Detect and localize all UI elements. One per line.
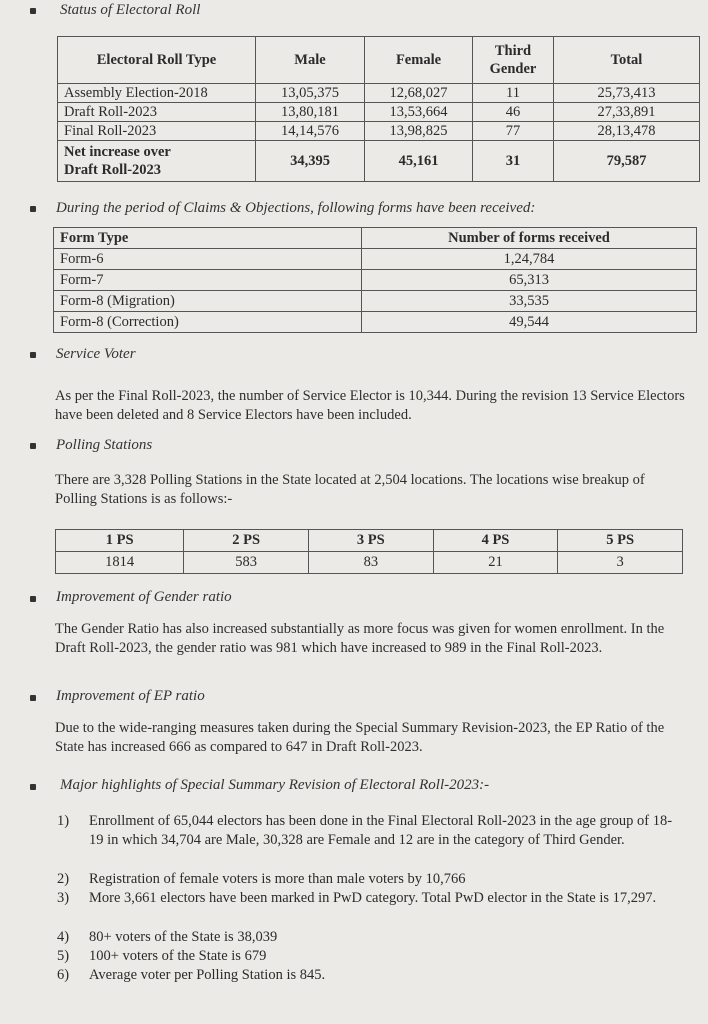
row-label: Form-7 [54,270,362,291]
list-text: 80+ voters of the State is 38,039 [89,929,278,945]
cell: 28,13,478 [554,122,700,141]
cell: 13,05,375 [256,84,365,103]
col-header: Total [554,37,700,84]
net-label [58,141,256,182]
list-number: 4) [57,929,70,945]
ep-text: Due to the wide-ranging measures taken during the Special Summary Revision-2023, the EP Ratio of the State has increased 666 as compared to 647 in Draft Roll-2023. [55,720,665,755]
cell: 3 [558,552,683,574]
ep-heading: Improvement of EP ratio [56,688,205,704]
cell: 49,544 [362,312,697,333]
cell: 79,587 [554,141,700,182]
cell: 1,24,784 [362,249,697,270]
cell: 14,14,576 [256,122,365,141]
cell: 33,535 [362,291,697,312]
cell: 11 [473,84,554,103]
row-label: Assembly Election-2018 [58,84,256,103]
cell: 27,33,891 [554,103,700,122]
list-text: Enrollment of 65,044 electors has been done in the Final Electoral Roll-2023 in the age group of 18-19 in which 34,704 are Male, 30,328 are Female and 12 are in the category of Third Gender. [89,813,673,848]
col-header: 2 PS [184,530,309,552]
row-label: Form-8 (Migration) [54,291,362,312]
bullet [30,596,36,602]
table-row [54,249,697,270]
col-header: Form Type [54,228,362,249]
cell: 83 [308,552,433,574]
bullet [30,206,36,212]
bullet [30,784,36,790]
net-label-line: Draft Roll-2023 [64,162,162,178]
gender-text: The Gender Ratio has also increased substantially as more focus was given for women enrollment. In the Draft Roll-2023, the gender ratio was 981 which have increased to 989 in the Final Roll-2023. [55,621,665,656]
polling-heading: Polling Stations [56,437,153,453]
table-row [56,552,683,574]
ps-table [55,529,683,574]
bullet [30,352,36,358]
cell: 25,73,413 [554,84,700,103]
cell: 1814 [56,552,184,574]
table-row-net [58,141,700,182]
cell: 13,53,664 [365,103,473,122]
cell: 21 [433,552,558,574]
list-number: 6) [57,967,70,983]
row-label: Form-8 (Correction) [54,312,362,333]
row-label: Final Roll-2023 [58,122,256,141]
col-header-third: Third Gender [489,43,537,77]
col-header: Electoral Roll Type [58,37,256,84]
list-number: 1) [57,813,70,829]
col-header: 1 PS [56,530,184,552]
col-header: Number of forms received [362,228,697,249]
col-header [473,37,554,84]
cell: 31 [473,141,554,182]
net-label-line: Net increase over [64,144,171,160]
table-row [58,84,700,103]
row-label: Draft Roll-2023 [58,103,256,122]
list-number: 5) [57,948,70,964]
table-row [58,103,700,122]
list-item [57,947,687,966]
list-text: Average voter per Polling Station is 845. [89,967,326,983]
electoral-roll-table [57,36,700,182]
cell: 583 [184,552,309,574]
cell: 34,395 [256,141,365,182]
table-row [54,291,697,312]
list-item [57,928,687,947]
cell: 46 [473,103,554,122]
cell: 65,313 [362,270,697,291]
service-heading: Service Voter [56,346,136,362]
cell: 77 [473,122,554,141]
col-header: 4 PS [433,530,558,552]
col-header: 5 PS [558,530,683,552]
cell: 13,98,825 [365,122,473,141]
table-row [54,312,697,333]
bullet [30,443,36,449]
col-header: Female [365,37,473,84]
list-text: Registration of female voters is more than male voters by 10,766 [89,871,466,887]
forms-table [53,227,697,333]
list-item [57,966,687,985]
list-item [57,889,687,908]
service-text: As per the Final Roll-2023, the number of Service Elector is 10,344. During the revision 13 Service Electors have been deleted and 8 Service Electors have been included. [55,388,685,423]
list-number: 2) [57,871,70,887]
list-text: More 3,661 electors have been marked in PwD category. Total PwD elector in the State is 17,297. [89,890,657,906]
list-number: 3) [57,890,70,906]
claims-heading: During the period of Claims & Objections, following forms have been received: [56,200,536,216]
list-item [57,870,687,889]
cell: 12,68,027 [365,84,473,103]
bullet [30,8,36,14]
table-row [58,122,700,141]
bullet [30,695,36,701]
list-text: 100+ voters of the State is 679 [89,948,267,964]
gender-heading: Improvement of Gender ratio [56,589,232,605]
status-heading: Status of Electoral Roll [60,2,201,18]
highlights-heading: Major highlights of Special Summary Revision of Electoral Roll-2023:- [60,777,490,793]
col-header: 3 PS [308,530,433,552]
table-row [54,270,697,291]
cell: 13,80,181 [256,103,365,122]
list-item [57,812,687,850]
polling-text: There are 3,328 Polling Stations in the State located at 2,504 locations. The locations wise breakup of Polling Stations is as follows:- [55,472,645,507]
row-label: Form-6 [54,249,362,270]
col-header: Male [256,37,365,84]
cell: 45,161 [365,141,473,182]
